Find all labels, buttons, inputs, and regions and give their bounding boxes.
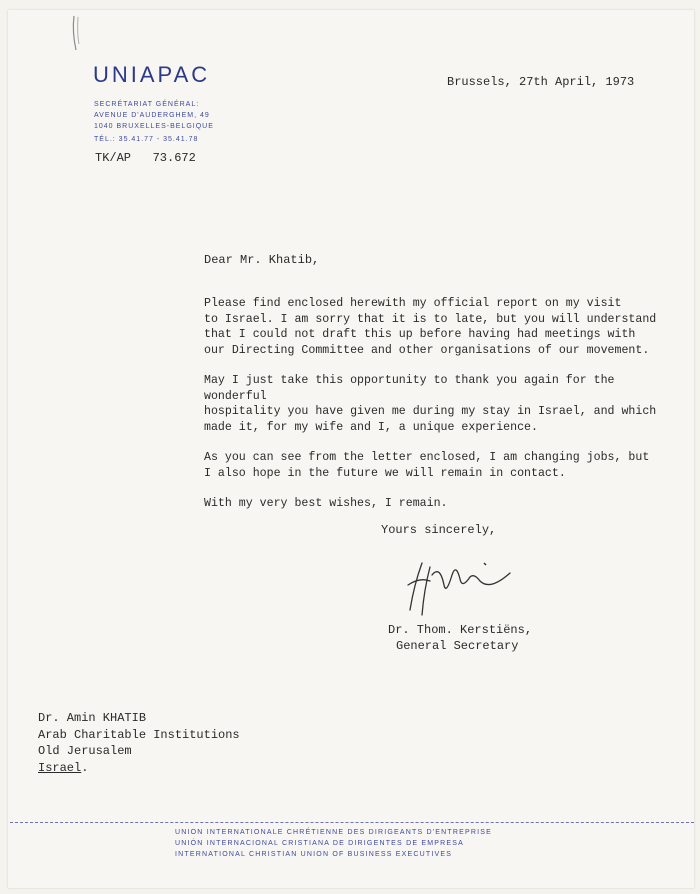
footer-divider (10, 822, 694, 823)
body-paragraph: Please find enclosed herewith my official report on my visit to Israel. I am sorry that it is to late, but you will understand that I could not draft this up before having had meetings with our Directing Committee and other organisations of our movement. (204, 297, 657, 357)
recipient-organization: Arab Charitable Institutions (38, 727, 240, 742)
address-line: 1040 BRUXELLES-BELGIQUE (94, 123, 214, 130)
letterhead-phone: TÉL.: 35.41.77 - 35.41.78 (94, 136, 199, 143)
recipient-city: Old Jerusalem (38, 744, 132, 758)
handwritten-signature-icon (400, 555, 520, 625)
letterhead-footer (175, 827, 535, 860)
recipient-name: Dr. Amin KHATIB (38, 711, 147, 725)
footer-line: UNIÓN INTERNACIONAL CRISTIANA DE DIRIGENTES DE EMPRESA (175, 840, 464, 847)
salutation: Dear Mr. Khatib, (204, 253, 320, 267)
body-paragraph: May I just take this opportunity to thank you again for the wonderful hospitality you have given me during my stay in Israel, and which made it, for my wife and I, a unique experience. (204, 374, 657, 434)
body-paragraph: As you can see from the letter enclosed, I am changing jobs, but I also hope in the future we will remain in contact. (204, 451, 650, 480)
uniapac-logo: UNIAPAC (93, 62, 211, 87)
staple-mark-icon (68, 14, 84, 54)
letter-body (204, 296, 684, 527)
letter-date: Brussels, 27th April, 1973 (447, 75, 635, 89)
country-period: . (81, 760, 89, 775)
closing: Yours sincerely, (381, 523, 497, 537)
signer-block (388, 622, 532, 654)
footer-line: UNION INTERNATIONALE CHRÉTIENNE DES DIRIGEANTS D'ENTREPRISE (175, 829, 493, 836)
recipient-country: Israel (38, 760, 82, 775)
address-line: SECRÉTARIAT GÉNÉRAL: (94, 101, 200, 108)
signer-name: Dr. Thom. Kerstiëns, (388, 623, 533, 637)
recipient-address (38, 710, 240, 776)
footer-line: INTERNATIONAL CHRISTIAN UNION OF BUSINESS EXECUTIVES (175, 851, 453, 858)
letterhead-address (94, 99, 214, 132)
body-paragraph: With my very best wishes, I remain. (204, 497, 448, 510)
signer-title: General Secretary (396, 639, 519, 653)
recipient-country-line (38, 760, 240, 777)
reference-number: TK/AP 73.672 (95, 151, 196, 165)
address-line: AVENUE D'AUDERGHEM, 49 (94, 112, 210, 119)
